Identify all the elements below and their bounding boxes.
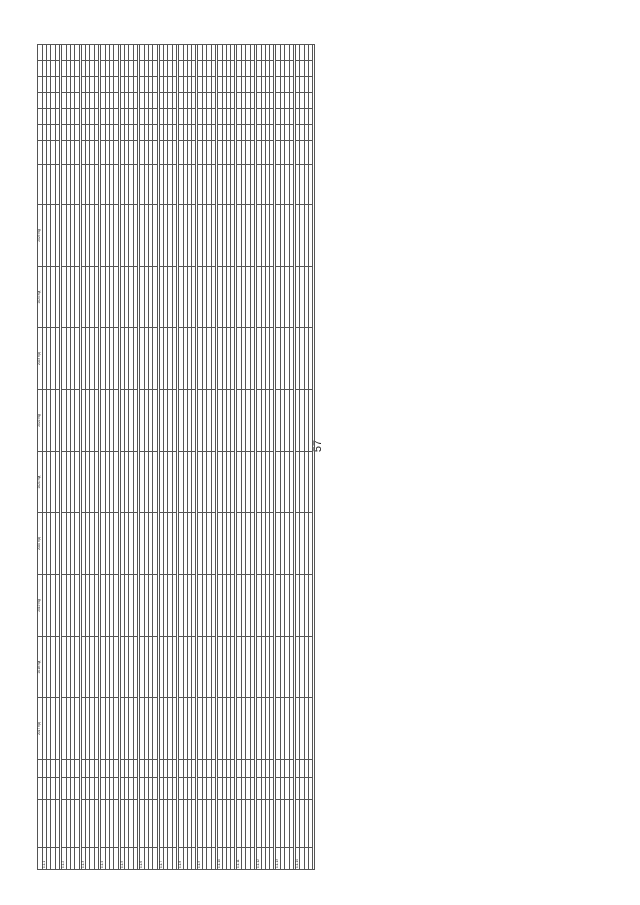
header-year-2023: 2023 год bbox=[38, 328, 43, 390]
row-code: 1.1.1 bbox=[42, 848, 47, 870]
header-year-2018: 2018 год bbox=[38, 636, 43, 698]
row-code: 1.1.12 bbox=[256, 848, 261, 870]
page-number: 57 bbox=[312, 439, 325, 453]
row-code: 1.1.9 bbox=[198, 848, 203, 870]
row-code: 1.1.14 bbox=[295, 848, 300, 870]
header-year-2025: 2025 год bbox=[38, 205, 43, 267]
row-code: 1.1.5 bbox=[120, 848, 125, 870]
header-year-2019: 2019 год bbox=[38, 575, 43, 637]
separator-cell bbox=[313, 45, 315, 870]
row-code: 1.1.4 bbox=[101, 848, 106, 870]
row-code: 1.1.6 bbox=[140, 848, 145, 870]
row-code: 1.1.2 bbox=[62, 848, 67, 870]
row-code: 1.1.3 bbox=[81, 848, 86, 870]
header-year-2021: 2021 год bbox=[38, 451, 43, 513]
row-code: 1.1.10 bbox=[217, 848, 222, 870]
rotated-table-wrapper bbox=[37, 44, 602, 870]
header-year-2017: 2017 год bbox=[38, 698, 43, 760]
budget-table bbox=[37, 44, 315, 870]
row-code: 1.1.13 bbox=[276, 848, 281, 870]
header-year-2020: 2020 год bbox=[38, 513, 43, 575]
header-year-2024: 2024 год bbox=[38, 266, 43, 328]
row-separator bbox=[313, 45, 315, 870]
table-body bbox=[42, 45, 315, 870]
row-code: 1.1.11 bbox=[237, 848, 242, 870]
row-code: 1.1.7 bbox=[159, 848, 164, 870]
row-code: 1.1.8 bbox=[178, 848, 183, 870]
header-year-2022: 2022 год bbox=[38, 390, 43, 452]
